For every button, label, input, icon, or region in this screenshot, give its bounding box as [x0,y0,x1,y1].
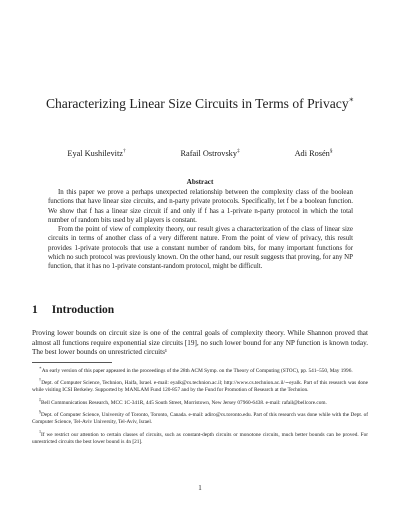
paper-title [20,91,380,113]
page-number: 1 [198,484,202,492]
section-heading [32,304,114,316]
footnote: §Dept. of Computer Science, University of Toronto, Toronto, Canada. e-mail: adiro@cs.toronto.edu. Part of this research was done while with the Dept. of Computer Science, Tel-Aviv University, Tel-Aviv, Israel. [32,409,368,426]
author: Adi Rosén§ [294,148,333,158]
abstract-heading: Abstract [186,178,214,186]
footnote: ∗An early version of this paper appeared in the proceedings of the 28th ACM Symp. on the Theory of Computing (STOC), pp. 541–550, May 1996. [39,365,353,374]
section-title: Introduction [51,304,115,316]
intro-paragraph: Proving lower bounds on circuit size is one of the central goals of complexity theory. While Shannon proved that almost all functions require exponential size circuits [19], no such lower bound for any NP function is known today. The best lower bounds on unrestricted circuits¹ [32,329,368,357]
abstract-body [48,188,353,272]
author-list [40,148,360,158]
footnote: ‡Bell Communications Research, MCC 1C-341R, 445 South Street, Morristown, New Jersey 07960-6438. e-mail: rafail@bellcore.com. [39,397,327,406]
abstract-paragraph: From the point of view of complexity theory, our result gives a characterization of the class of linear size circuits in terms of another class of a very different nature. From the point of view of privacy, this result provides 1-private protocols that use a constant number of random bits, for many important functions for which no such protocol was previously known. On the other hand, our result suggests that proving, for any NP function, that it has no 1-private constant-random protocol, might be difficult. [48,226,353,271]
footnote: †Dept. of Computer Science, Technion, Haifa, Israel. e-mail: eyalk@cs.technion.ac.il; http://www.cs.technion.ac.il/∼eyalk. Part of this research was done while visiting ICSI Berkeley. Supported by MANLAM Fund 120-857 and by the Fund for Promotion of Research at the Technion. [32,377,368,394]
footnote: $^1$If we restrict our attention to certain classes of circuits, such as constant-depth circuits or monotone circuits, much better bounds can be proved. For unrestricted circuits the best lower bound is 4n [21]. [32,429,368,445]
title-text: Characterizing Linear Size Circuits in Terms of Privacy [45,96,349,111]
author: Rafail Ostrovsky‡ [180,148,240,158]
abstract-paragraph: In this paper we prove a perhaps unexpected relationship between the complexity class of the boolean functions that have linear size circuits, and n-party private protocols. Specifically, let f be a boolean function. We show that f has a linear size circuit if and only if f has a 1-private n-party protocol in which the total number of random bits used by all players is constant. [48,189,353,224]
footnotes [32,364,368,448]
section-number: 1 [32,304,38,316]
footnote-rule [32,362,112,363]
author: Eyal Kushilevitz† [67,148,126,158]
title-footnote-mark: ∗ [348,95,355,104]
